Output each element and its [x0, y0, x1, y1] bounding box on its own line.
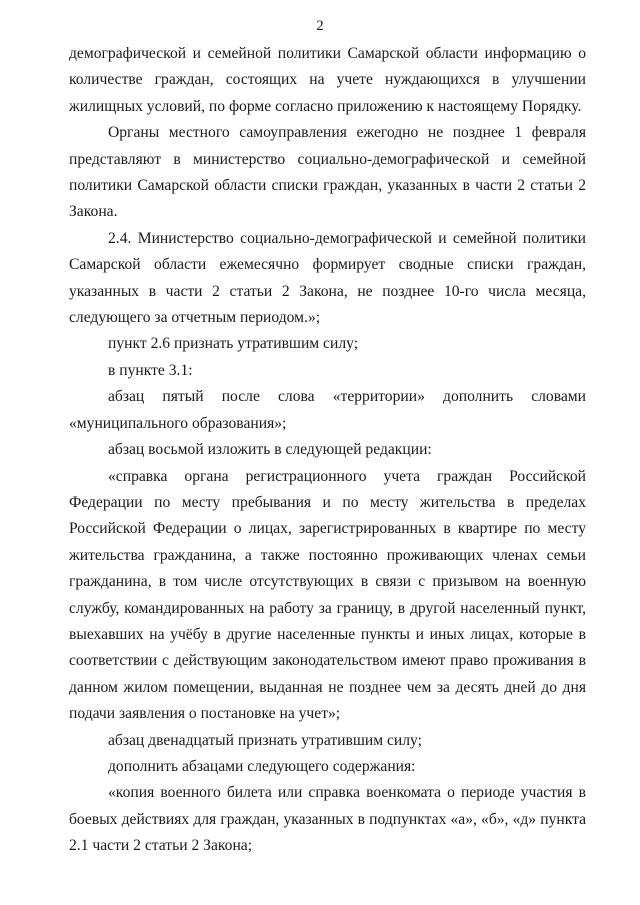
document-body — [69, 41, 586, 860]
paragraph: пункт 2.6 признать утратившим силу; — [108, 335, 359, 353]
page-number: 2 — [316, 18, 324, 34]
paragraph: «копия военного билета или справка военкомата о периоде участия в боевых действиях для граждан, указанных в подпунктах «а», «б», «д» пункта 2.1 части 2 статьи 2 Закона; — [69, 784, 586, 855]
paragraph: абзац двенадцатый признать утратившим силу; — [108, 731, 422, 749]
paragraph: Органы местного самоуправления ежегодно не позднее 1 февраля представляют в министерство социально-демографической и семейной политики Самарской области списки граждан, указанных в части 2 статьи 2 Закона. — [69, 124, 586, 221]
paragraph: дополнить абзацами следующего содержания: — [108, 757, 416, 775]
paragraph: в пункте 3.1: — [108, 361, 193, 379]
paragraph-continuation: демографической и семейной политики Самарской области информацию о количестве граждан, состоящих на учете нуждающихся в улучшении жилищных условий, по форме согласно приложению к настоящему Порядку. — [69, 45, 586, 115]
paragraph: 2.4. Министерство социально-демографической и семейной политики Самарской области ежемесячно формирует сводные списки граждан, указанных в части 2 статьи 2 Закона, не позднее 10-го числа месяца, следующего за отчетным периодом.»; — [69, 229, 586, 327]
paragraph: «справка органа регистрационного учета граждан Российской Федерации по месту пребывания и по месту жительства в пределах Российской Федерации о лицах, зарегистрированных в квартире по месту жительства гражданина, а также постоянно проживающих членах семьи гражданина, в том числе отсутствующих в связи с призывом на военную службу, командированных на работу за границу, в другой населенный пункт, выехавших на учёбу в другие населенные пункты и иных лицах, которые в соответствии с действующим законодательством имеют право проживания в данном жилом помещении, выданная не позднее чем за десять дней до дня подачи заявления о постановке на учет»; — [69, 467, 586, 723]
paragraph: абзац восьмой изложить в следующей редакции: — [108, 441, 432, 459]
paragraph: абзац пятый после слова «территории» дополнить словами «муниципального образования»; — [69, 388, 586, 432]
